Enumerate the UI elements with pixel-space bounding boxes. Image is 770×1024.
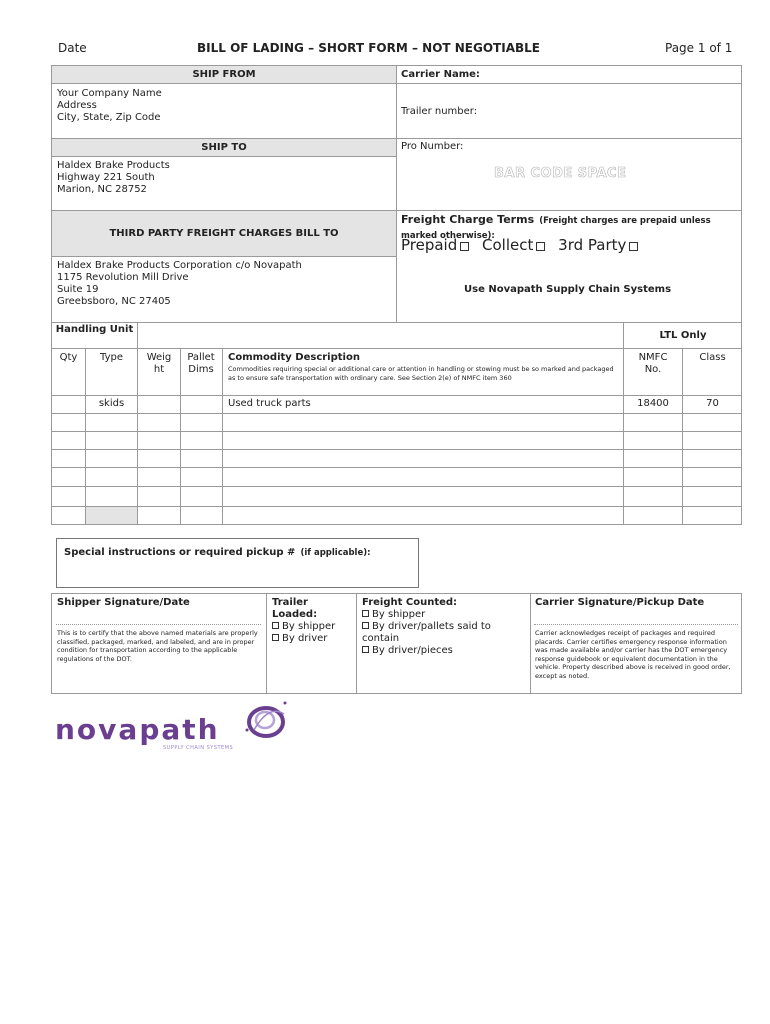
checkbox-icon[interactable]	[362, 610, 369, 617]
third-party-address[interactable]: Haldex Brake Products Corporation c/o Novapath 1175 Revolution Mill Drive Suite 19 Greebsboro, NC 27405	[57, 260, 302, 307]
weight-header: Weig ht	[146, 352, 172, 375]
logo-tagline: SUPPLY CHAIN SYSTEMS	[163, 745, 234, 751]
freight-charge-terms: Freight Charge Terms (Freight charges are prepaid unless marked otherwise):	[401, 213, 711, 241]
ship-from-heading: SHIP FROM	[52, 66, 396, 84]
nmfc-header: NMFC No.	[638, 352, 668, 375]
commodity-description-header: Commodity Description Commodities requiring special or additional care or attention in handling or stowing must be so marked and packaged as to ensure safe transportation with ordinary care. See Section 2(e) of NMFC item 360	[228, 352, 614, 382]
qty-header: Qty	[59, 352, 78, 363]
collect-option[interactable]: Collect	[482, 236, 545, 254]
checkbox-icon[interactable]	[272, 634, 279, 641]
prepaid-checkbox[interactable]	[460, 242, 469, 251]
trailer-loaded: Trailer Loaded: By shipper By driver	[272, 597, 354, 645]
type-header: Type	[100, 352, 123, 363]
page-number: Page 1 of 1	[665, 41, 733, 55]
ship-to-heading: SHIP TO	[52, 139, 396, 157]
freight-by-driver-pieces[interactable]: By driver/pieces	[362, 645, 526, 657]
handling-unit-heading: Handling Unit	[55, 324, 134, 335]
third-party-checkbox[interactable]	[629, 242, 638, 251]
freight-by-driver-pallets[interactable]: By driver/pallets said to contain	[362, 621, 491, 644]
carrier-signature-heading: Carrier Signature/Pickup Date	[535, 597, 705, 608]
ship-from-address[interactable]: Your Company Name Address City, State, Zip Code	[57, 88, 162, 123]
class-header: Class	[699, 352, 726, 363]
carrier-acknowledgement-text: Carrier acknowledges receipt of packages and required placards. Carrier certifies emergency response information was made available and/or carrier has the DOT emergency response guidebook or equivalent documentation in the vehicle. Property described above is received in good order, except as noted.	[535, 629, 731, 680]
collect-checkbox[interactable]	[536, 242, 545, 251]
checkbox-icon[interactable]	[272, 622, 279, 629]
ship-to-address[interactable]: Haldex Brake Products Highway 221 South Marion, NC 28752	[57, 160, 170, 195]
freight-counted: Freight Counted: By shipper By driver/pallets said to contain By driver/pieces	[362, 597, 526, 657]
carrier-name-label: Carrier Name:	[401, 69, 480, 80]
shipper-certification-text: This is to certify that the above named materials are properly classified, packaged, marked, and labeled, and are in proper condition for transportation according to the applicable regulations of the DOT.	[57, 629, 258, 663]
ltl-only-heading: LTL Only	[659, 330, 707, 341]
checkbox-icon[interactable]	[362, 646, 369, 653]
checkbox-icon[interactable]	[362, 622, 369, 629]
third-party-option[interactable]: 3rd Party	[558, 236, 638, 254]
shipper-signature-heading: Shipper Signature/Date	[57, 597, 190, 608]
date-label: Date	[58, 41, 87, 55]
trailer-by-shipper[interactable]: By shipper	[272, 621, 354, 633]
pallet-dims-header: Pallet Dims	[187, 352, 215, 375]
novapath-logo	[55, 700, 295, 756]
row1-type[interactable]: skids	[98, 398, 125, 409]
trailer-by-driver[interactable]: By driver	[272, 633, 354, 645]
prepaid-option[interactable]: Prepaid	[401, 236, 469, 254]
pro-number-label: Pro Number:	[401, 141, 464, 152]
row1-nmfc[interactable]: 18400	[637, 398, 669, 409]
third-party-heading: THIRD PARTY FREIGHT CHARGES BILL TO	[52, 211, 396, 257]
use-novapath-note: Use Novapath Supply Chain Systems	[464, 284, 672, 295]
logo-wordmark: novapath	[55, 713, 220, 746]
row1-class[interactable]: 70	[706, 398, 719, 409]
special-instructions-label: Special instructions or required pickup # (if applicable):	[64, 547, 371, 558]
row1-description[interactable]: Used truck parts	[228, 398, 311, 409]
freight-terms-options	[401, 236, 638, 254]
barcode-placeholder: BAR CODE SPACE	[494, 166, 627, 181]
freight-by-shipper[interactable]: By shipper	[362, 609, 526, 621]
document-title: BILL OF LADING – SHORT FORM – NOT NEGOTIABLE	[197, 41, 540, 55]
trailer-number-label: Trailer number:	[401, 106, 478, 117]
